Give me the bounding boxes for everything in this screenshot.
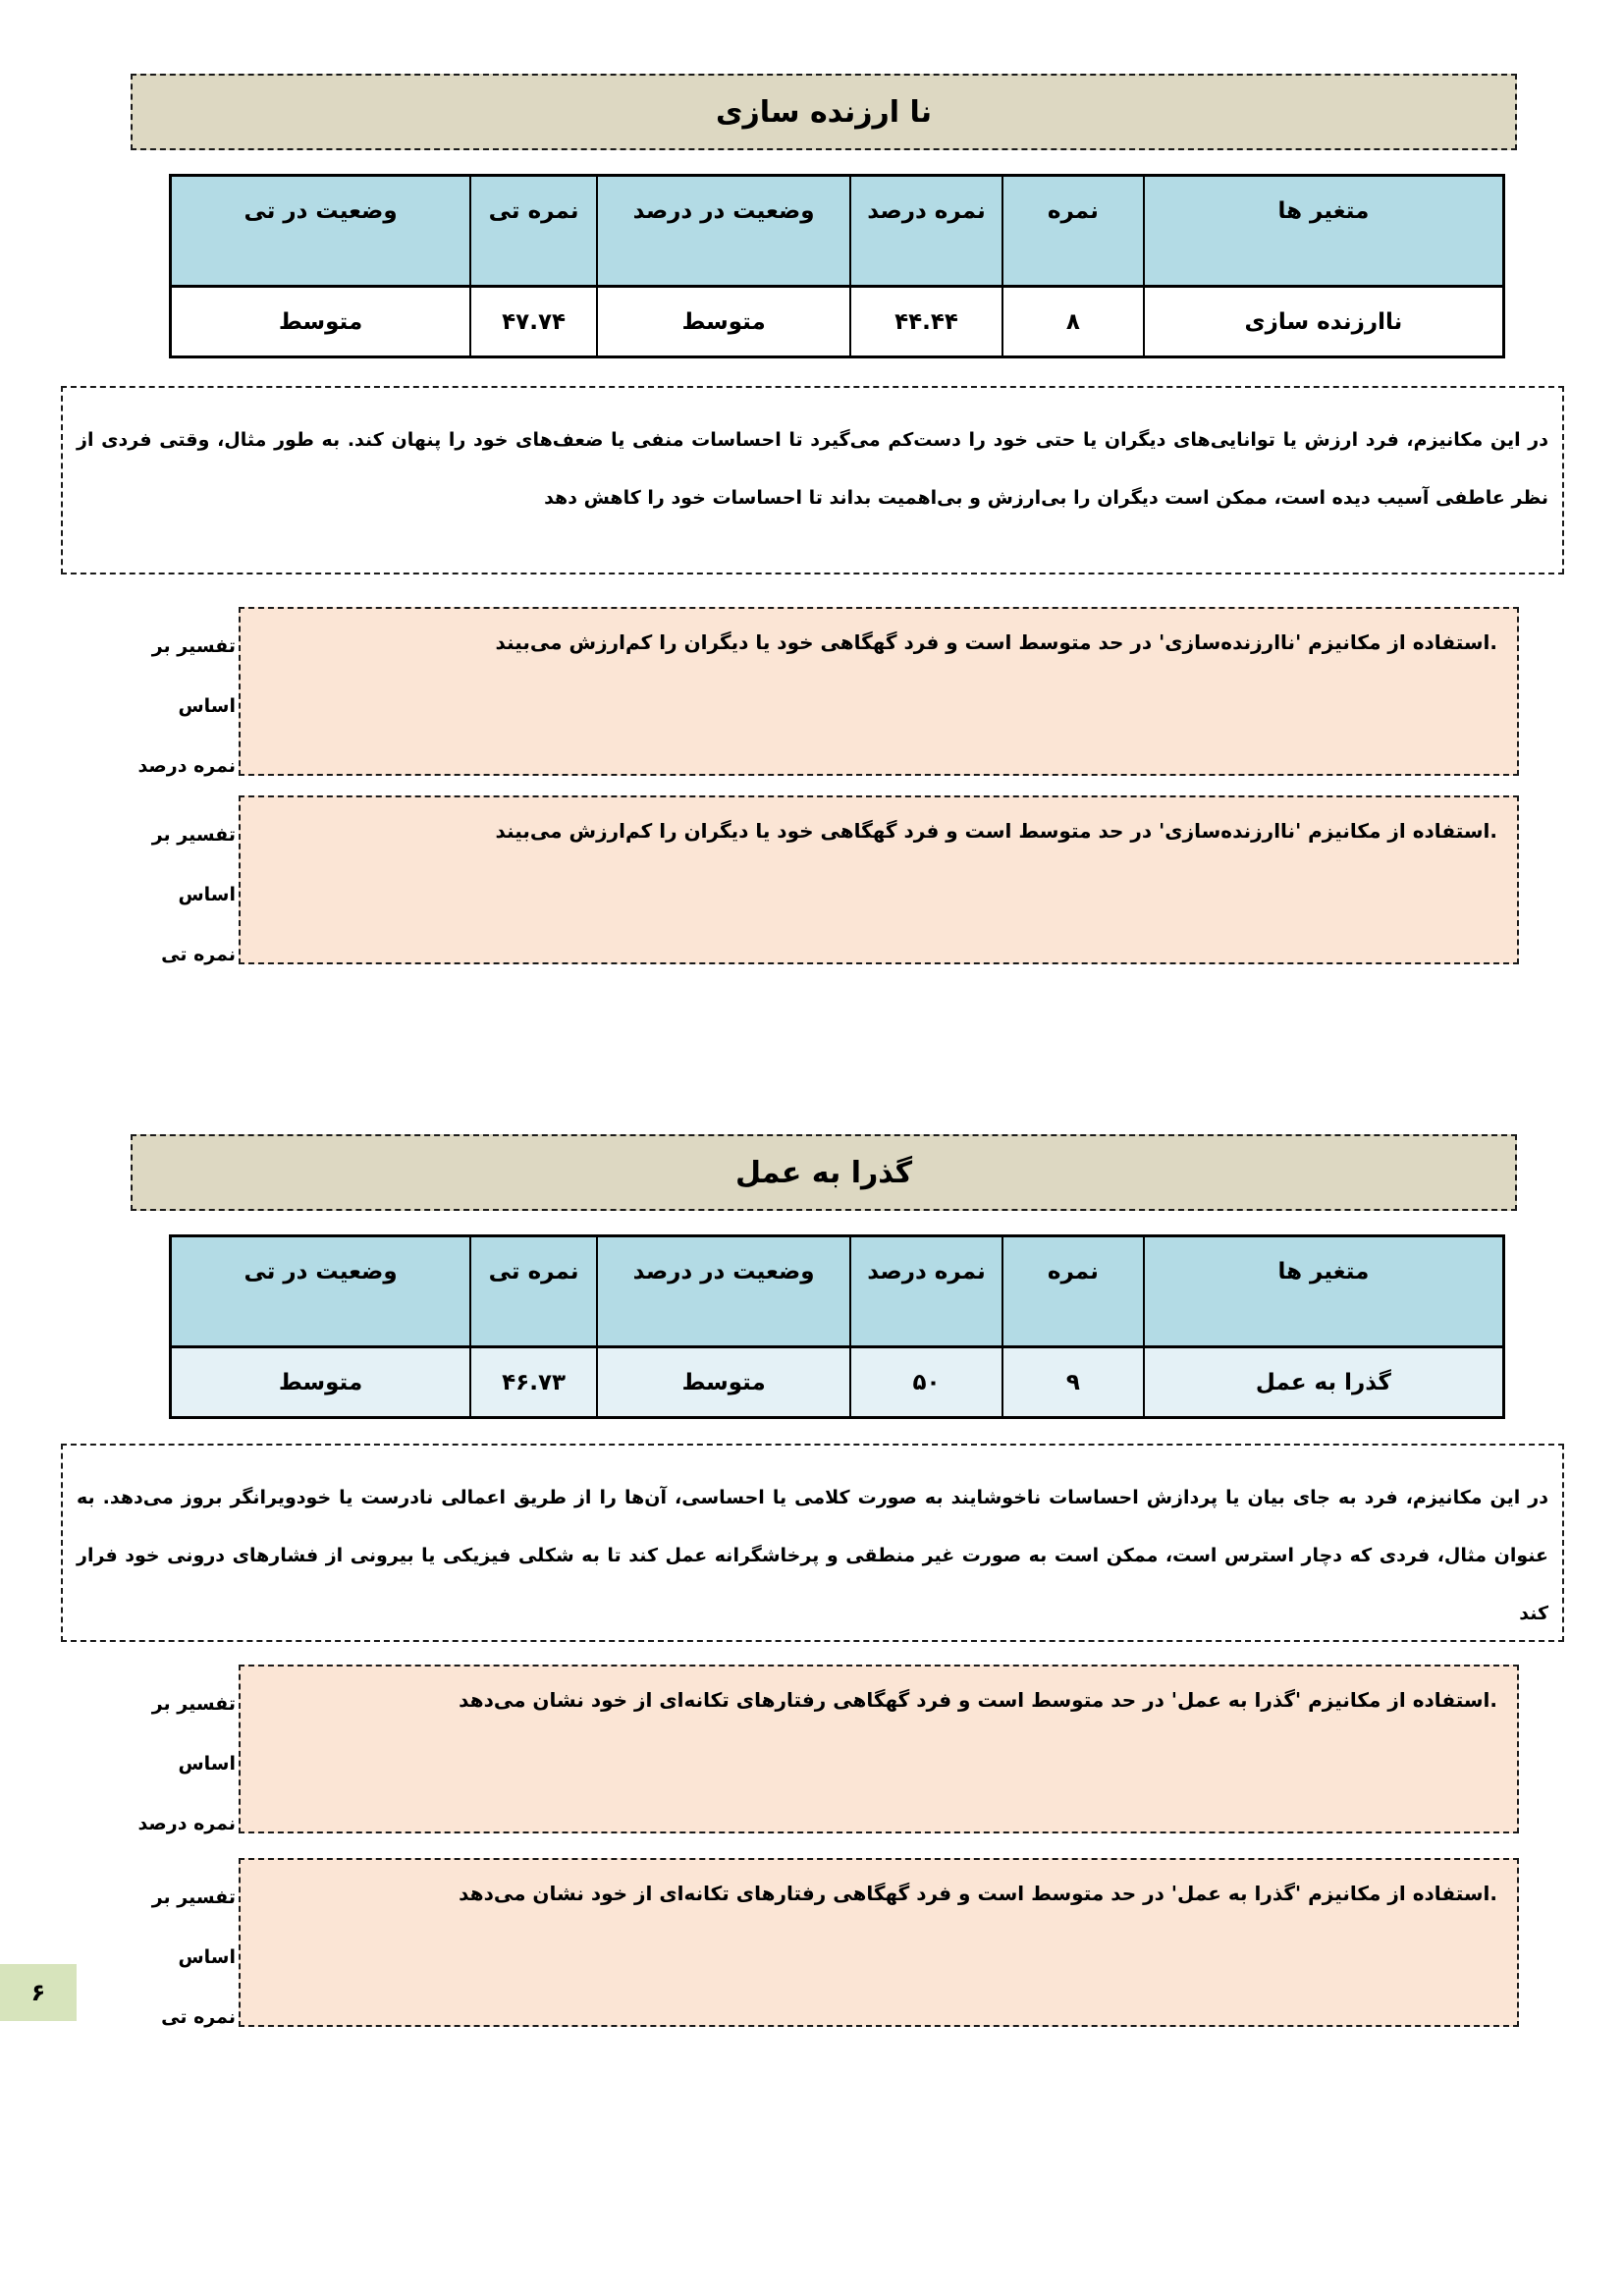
score-table	[169, 174, 1505, 358]
cell-percent-score: ۴۴.۴۴	[850, 287, 1002, 357]
col-header-t-status: وضعیت در تی	[171, 176, 471, 287]
cell-t-status: متوسط	[171, 1347, 471, 1418]
interp-label-t: تفسیر بر اساس نمره تی	[151, 824, 236, 965]
col-header-percent-status: وضعیت در درصد	[597, 1236, 850, 1347]
section-title-devaluation	[131, 74, 1517, 150]
col-header-percent-status: وضعیت در درصد	[597, 176, 850, 287]
cell-score: ۹	[1002, 1347, 1144, 1418]
interp-label-percent: تفسیر بر اساس نمره درصد	[137, 1693, 236, 1834]
interp-text: .استفاده از مکانیزم 'ناارزنده‌سازی' در حد متوسط است و فرد گهگاهی خود یا دیگران را کم‌ارزش می‌بیند	[495, 819, 1497, 843]
cell-variable: گذرا به عمل	[1144, 1347, 1504, 1418]
interp-label-t: تفسیر بر اساس نمره تی	[151, 1886, 236, 2028]
score-table-devaluation	[169, 174, 1505, 358]
cell-t-score: ۴۷.۷۴	[470, 287, 597, 357]
col-header-t-score: نمره تی	[470, 176, 597, 287]
description-text: در این مکانیزم، فرد به جای بیان یا پردازش احساسات ناخوشایند به صورت کلامی یا احساسی، آن‌ها را از طریق اعمالی نادرست یا خودویرانگر بروز می‌دهد. به عنوان مثال، فردی که دچار استرس است، ممکن است به صورت غیر منطقی و پرخاشگرانه عمل کند تا به شکلی فیزیکی یا بیرونی از فشارهای درونی خود فرار کند	[77, 1487, 1548, 1624]
description-text: در این مکانیزم، فرد ارزش یا توانایی‌های دیگران یا حتی خود را دست‌کم می‌گیرد تا احساسات منفی یا ضعف‌های خود را پنهان کند. به طور مثال، وقتی فردی از نظر عاطفی آسیب دیده است، ممکن است دیگران را بی‌ارزش و بی‌اهمیت بداند تا احساسات خود را کاهش دهد	[77, 429, 1548, 509]
interp-box-t-devaluation	[239, 795, 1519, 964]
col-header-variables: متغیر ها	[1144, 1236, 1504, 1347]
interp-text: .استفاده از مکانیزم 'گذرا به عمل' در حد متوسط است و فرد گهگاهی رفتارهای تکانه‌ای از خود نشان می‌دهد	[459, 1882, 1497, 1905]
col-header-percent-score: نمره درصد	[850, 176, 1002, 287]
cell-percent-score: ۵۰	[850, 1347, 1002, 1418]
interp-text: .استفاده از مکانیزم 'گذرا به عمل' در حد متوسط است و فرد گهگاهی رفتارهای تکانه‌ای از خود نشان می‌دهد	[459, 1688, 1497, 1712]
section-title-acting-out	[131, 1134, 1517, 1211]
mechanism-description-devaluation	[61, 386, 1564, 574]
col-header-score: نمره	[1002, 176, 1144, 287]
table-header-row	[171, 1236, 1504, 1347]
section-title-text: گذرا به عمل	[734, 1155, 913, 1190]
interp-box-percent-acting-out	[239, 1665, 1519, 1833]
cell-t-status: متوسط	[171, 287, 471, 357]
page-number-badge	[0, 1964, 77, 2021]
col-header-percent-score: نمره درصد	[850, 1236, 1002, 1347]
section-title-text: نا ارزنده سازی	[715, 94, 933, 130]
col-header-t-status: وضعیت در تی	[171, 1236, 471, 1347]
cell-percent-status: متوسط	[597, 1347, 850, 1418]
col-header-score: نمره	[1002, 1236, 1144, 1347]
table-row	[171, 1347, 1504, 1418]
cell-variable: ناارزنده سازی	[1144, 287, 1504, 357]
cell-percent-status: متوسط	[597, 287, 850, 357]
cell-t-score: ۴۶.۷۳	[470, 1347, 597, 1418]
interp-label-percent: تفسیر بر اساس نمره درصد	[137, 635, 236, 777]
interp-text: .استفاده از مکانیزم 'ناارزنده‌سازی' در حد متوسط است و فرد گهگاهی خود یا دیگران را کم‌ارزش می‌بیند	[495, 630, 1497, 654]
cell-score: ۸	[1002, 287, 1144, 357]
table-row	[171, 287, 1504, 357]
mechanism-description-acting-out	[61, 1444, 1564, 1642]
interp-box-t-acting-out	[239, 1858, 1519, 2027]
table-header-row	[171, 176, 1504, 287]
interp-box-percent-devaluation	[239, 607, 1519, 776]
score-table-acting-out	[169, 1234, 1505, 1419]
page-number: ۶	[30, 1979, 46, 2006]
score-table	[169, 1234, 1505, 1419]
col-header-t-score: نمره تی	[470, 1236, 597, 1347]
col-header-variables: متغیر ها	[1144, 176, 1504, 287]
